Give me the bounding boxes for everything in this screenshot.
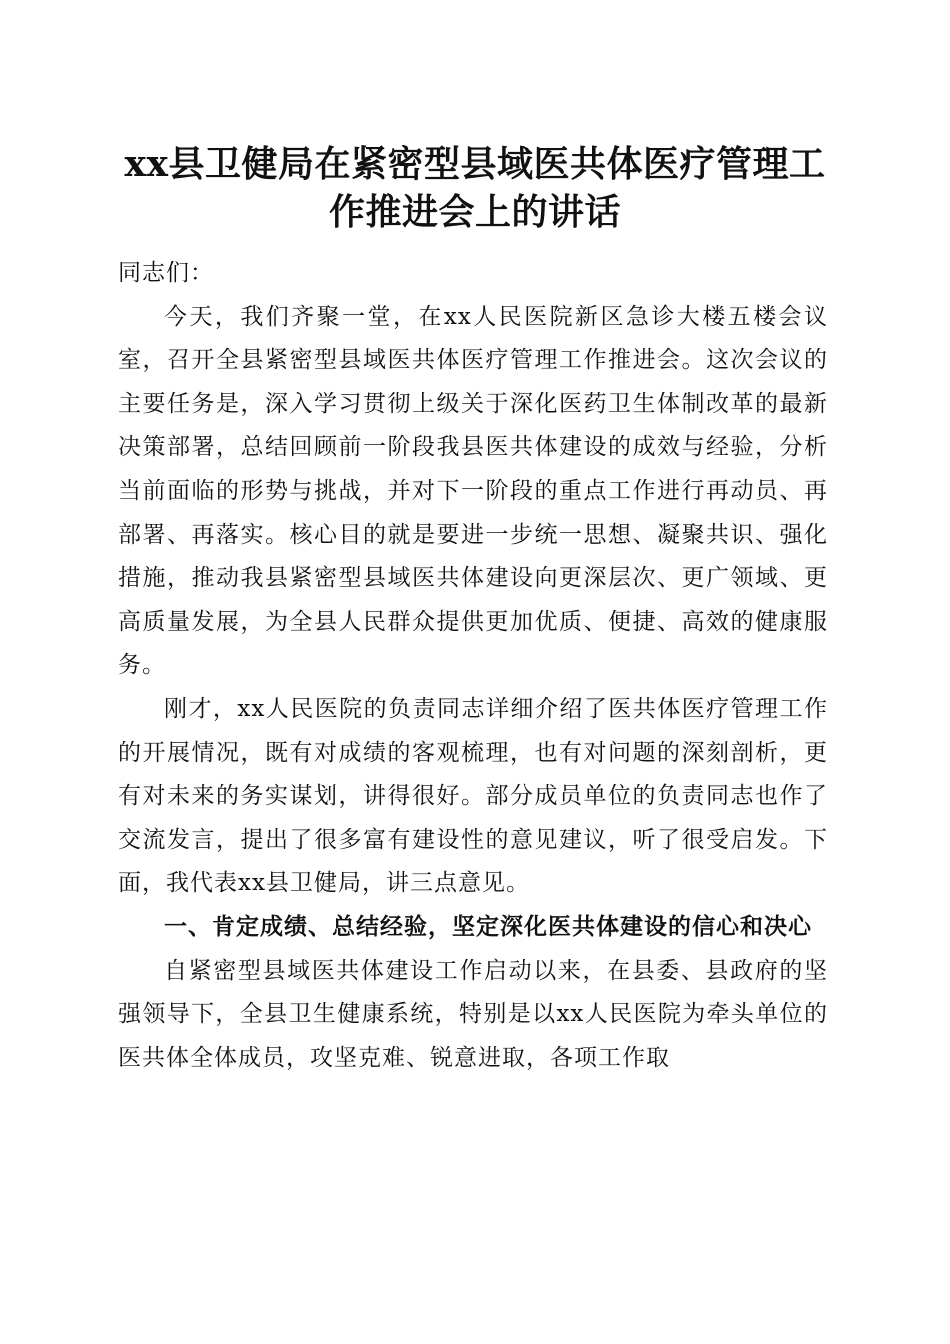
section-1-paragraph: 自紧密型县域医共体建设工作启动以来，在县委、县政府的坚强领导下，全县卫生健康系统，特别是以xx人民医院为牵头单位的医共体全体成员，攻坚克难、锐意进取，各项工作取: [118, 957, 828, 1071]
paragraph-opening: 今天，我们齐聚一堂，在xx人民医院新区急诊大楼五楼会议室，召开全县紧密型县域医共体医疗管理工作推进会。这次会议的主要任务是，深入学习贯彻上级关于深化医药卫生体制改革的最新决策部署，总结回顾前一阶段我县医共体建设的成效与经验，分析当前面临的形势与挑战，并对下一阶段的重点工作进行再动员、再部署、再落实。核心目的就是要进一步统一思想、凝聚共识、强化措施，推动我县紧密型县域医共体建设向更深层次、更广领域、更高质量发展，为全县人民群众提供更加优质、便捷、高效的健康服务。: [118, 303, 828, 679]
document-body: [118, 252, 828, 1080]
salutation: 同志们：: [118, 260, 214, 286]
section-heading-1: 一、肯定成绩、总结经验，坚定深化医共体建设的信心和决心: [164, 913, 812, 940]
paragraph-comments: 刚才，xx人民医院的负责同志详细介绍了医共体医疗管理工作的开展情况，既有对成绩的客观梳理，也有对问题的深刻剖析，更有对未来的务实谋划，讲得很好。部分成员单位的负责同志也作了交流发言，提出了很多富有建设性的意见建议，听了很受启发。下面，我代表xx县卫健局，讲三点意见。: [118, 695, 828, 897]
document-title: xx县卫健局在紧密型县域医共体医疗管理工作推进会上的讲话: [124, 143, 826, 233]
